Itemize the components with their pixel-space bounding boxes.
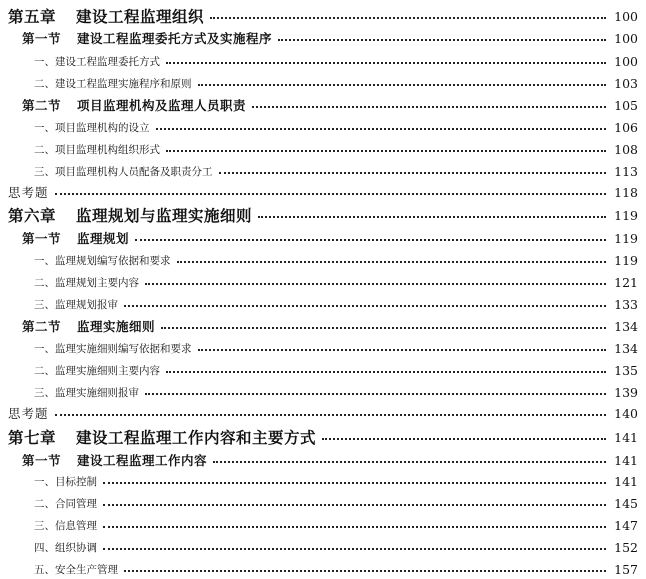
toc-page-number: 100 [614,8,638,24]
dot-leader [55,414,606,416]
toc-page-number: 100 [614,53,638,69]
dot-leader [198,349,607,351]
toc-page-number: 118 [614,184,638,200]
dot-leader [55,193,606,195]
toc-item-row [0,295,638,313]
toc-page-number: 133 [614,296,638,312]
toc-item-row [0,339,638,357]
toc-questions-row [0,182,638,202]
toc-page-number: 121 [614,274,638,290]
toc-entry-title: 三、信息管理 [34,519,97,532]
dot-leader [166,150,606,152]
toc-questions-row [0,403,638,423]
toc-item-row [0,494,638,512]
dot-leader [198,84,607,86]
dot-leader [210,17,606,19]
toc-item-row [0,538,638,556]
toc-entry-title: 第五章 建设工程监理组织 [8,7,205,26]
toc-page-number: 140 [614,405,638,421]
toc-entry-title: 第六章 监理规划与监理实施细则 [8,206,253,225]
toc-page-number: 105 [614,97,638,113]
toc-page-number: 134 [614,318,638,334]
toc-page-number: 106 [614,119,638,135]
toc-section-row [0,28,638,48]
toc-chapter-row [0,204,638,226]
toc-entry-title: 四、组织协调 [34,541,97,554]
dot-leader [258,216,606,218]
toc-page-number: 141 [614,429,638,445]
toc-entry-title: 二、项目监理机构组织形式 [34,143,160,156]
toc-page-number: 119 [614,252,638,268]
toc-entry-title: 思考题 [8,406,49,421]
toc-section-row [0,316,638,336]
toc-item-row [0,273,638,291]
dot-leader [145,393,606,395]
toc-entry-title: 三、项目监理机构人员配备及职责分工 [34,165,213,178]
toc-entry-title: 二、合同管理 [34,497,97,510]
dot-leader [213,461,606,463]
dot-leader [219,172,607,174]
toc-entry-title: 第一节 监理规划 [22,231,130,246]
toc-entry-title: 一、建设工程监理委托方式 [34,55,160,68]
toc-page-number: 141 [614,452,638,468]
dot-leader [135,239,606,241]
dot-leader [124,570,606,572]
toc-page-number: 119 [614,207,638,223]
toc-entry-title: 一、目标控制 [34,475,97,488]
toc-page-number: 147 [614,517,638,533]
toc-page-number: 157 [614,561,638,577]
dot-leader [322,438,606,440]
toc-entry-title: 第一节 建设工程监理委托方式及实施程序 [22,31,273,46]
toc-item-row [0,140,638,158]
toc-entry-title: 五、安全生产管理 [34,563,118,576]
dot-leader [103,526,606,528]
toc-page-number: 139 [614,384,638,400]
toc-item-row [0,251,638,269]
toc-page-number: 103 [614,75,638,91]
toc-section-row [0,95,638,115]
toc-entry-title: 第七章 建设工程监理工作内容和主要方式 [8,428,317,447]
dot-leader [252,106,606,108]
toc-item-row [0,516,638,534]
toc-entry-title: 二、建设工程监理实施程序和原则 [34,77,192,90]
dot-leader [145,283,606,285]
dot-leader [177,261,607,263]
toc-page-number: 119 [614,230,638,246]
dot-leader [103,482,606,484]
toc-item-row [0,162,638,180]
toc-item-row [0,361,638,379]
toc-entry-title: 二、监理规划主要内容 [34,276,139,289]
toc-entry-title: 二、监理实施细则主要内容 [34,364,160,377]
dot-leader [124,305,606,307]
toc-entry-title: 一、项目监理机构的设立 [34,121,150,134]
toc-item-row [0,52,638,70]
toc-page-number: 145 [614,495,638,511]
dot-leader [161,327,606,329]
toc-page-number: 135 [614,362,638,378]
dot-leader [166,62,606,64]
toc-item-row [0,472,638,490]
toc-chapter-row [0,426,638,448]
toc-section-row [0,450,638,470]
toc-page-number: 134 [614,340,638,356]
toc-page-number: 108 [614,141,638,157]
toc-section-row [0,228,638,248]
toc-entry-title: 第二节 项目监理机构及监理人员职责 [22,98,247,113]
toc-page-number: 100 [614,30,638,46]
toc-entry-title: 一、监理规划编写依据和要求 [34,254,171,267]
dot-leader [156,128,607,130]
toc-entry-title: 三、监理实施细则报审 [34,386,139,399]
toc-entry-title: 第一节 建设工程监理工作内容 [22,453,208,468]
toc-entry-title: 第二节 监理实施细则 [22,319,156,334]
toc-item-row [0,560,638,578]
dot-leader [166,371,606,373]
dot-leader [103,548,606,550]
dot-leader [278,39,606,41]
toc-entry-title: 思考题 [8,185,49,200]
toc-page-number: 152 [614,539,638,555]
toc-entry-title: 三、监理规划报审 [34,298,118,311]
toc-entry-title: 一、监理实施细则编写依据和要求 [34,342,192,355]
toc-item-row [0,118,638,136]
toc-page-number: 113 [614,163,638,179]
toc-chapter-row [0,5,638,27]
dot-leader [103,504,606,506]
toc-page-number: 141 [614,473,638,489]
toc-item-row [0,383,638,401]
toc-item-row [0,74,638,92]
